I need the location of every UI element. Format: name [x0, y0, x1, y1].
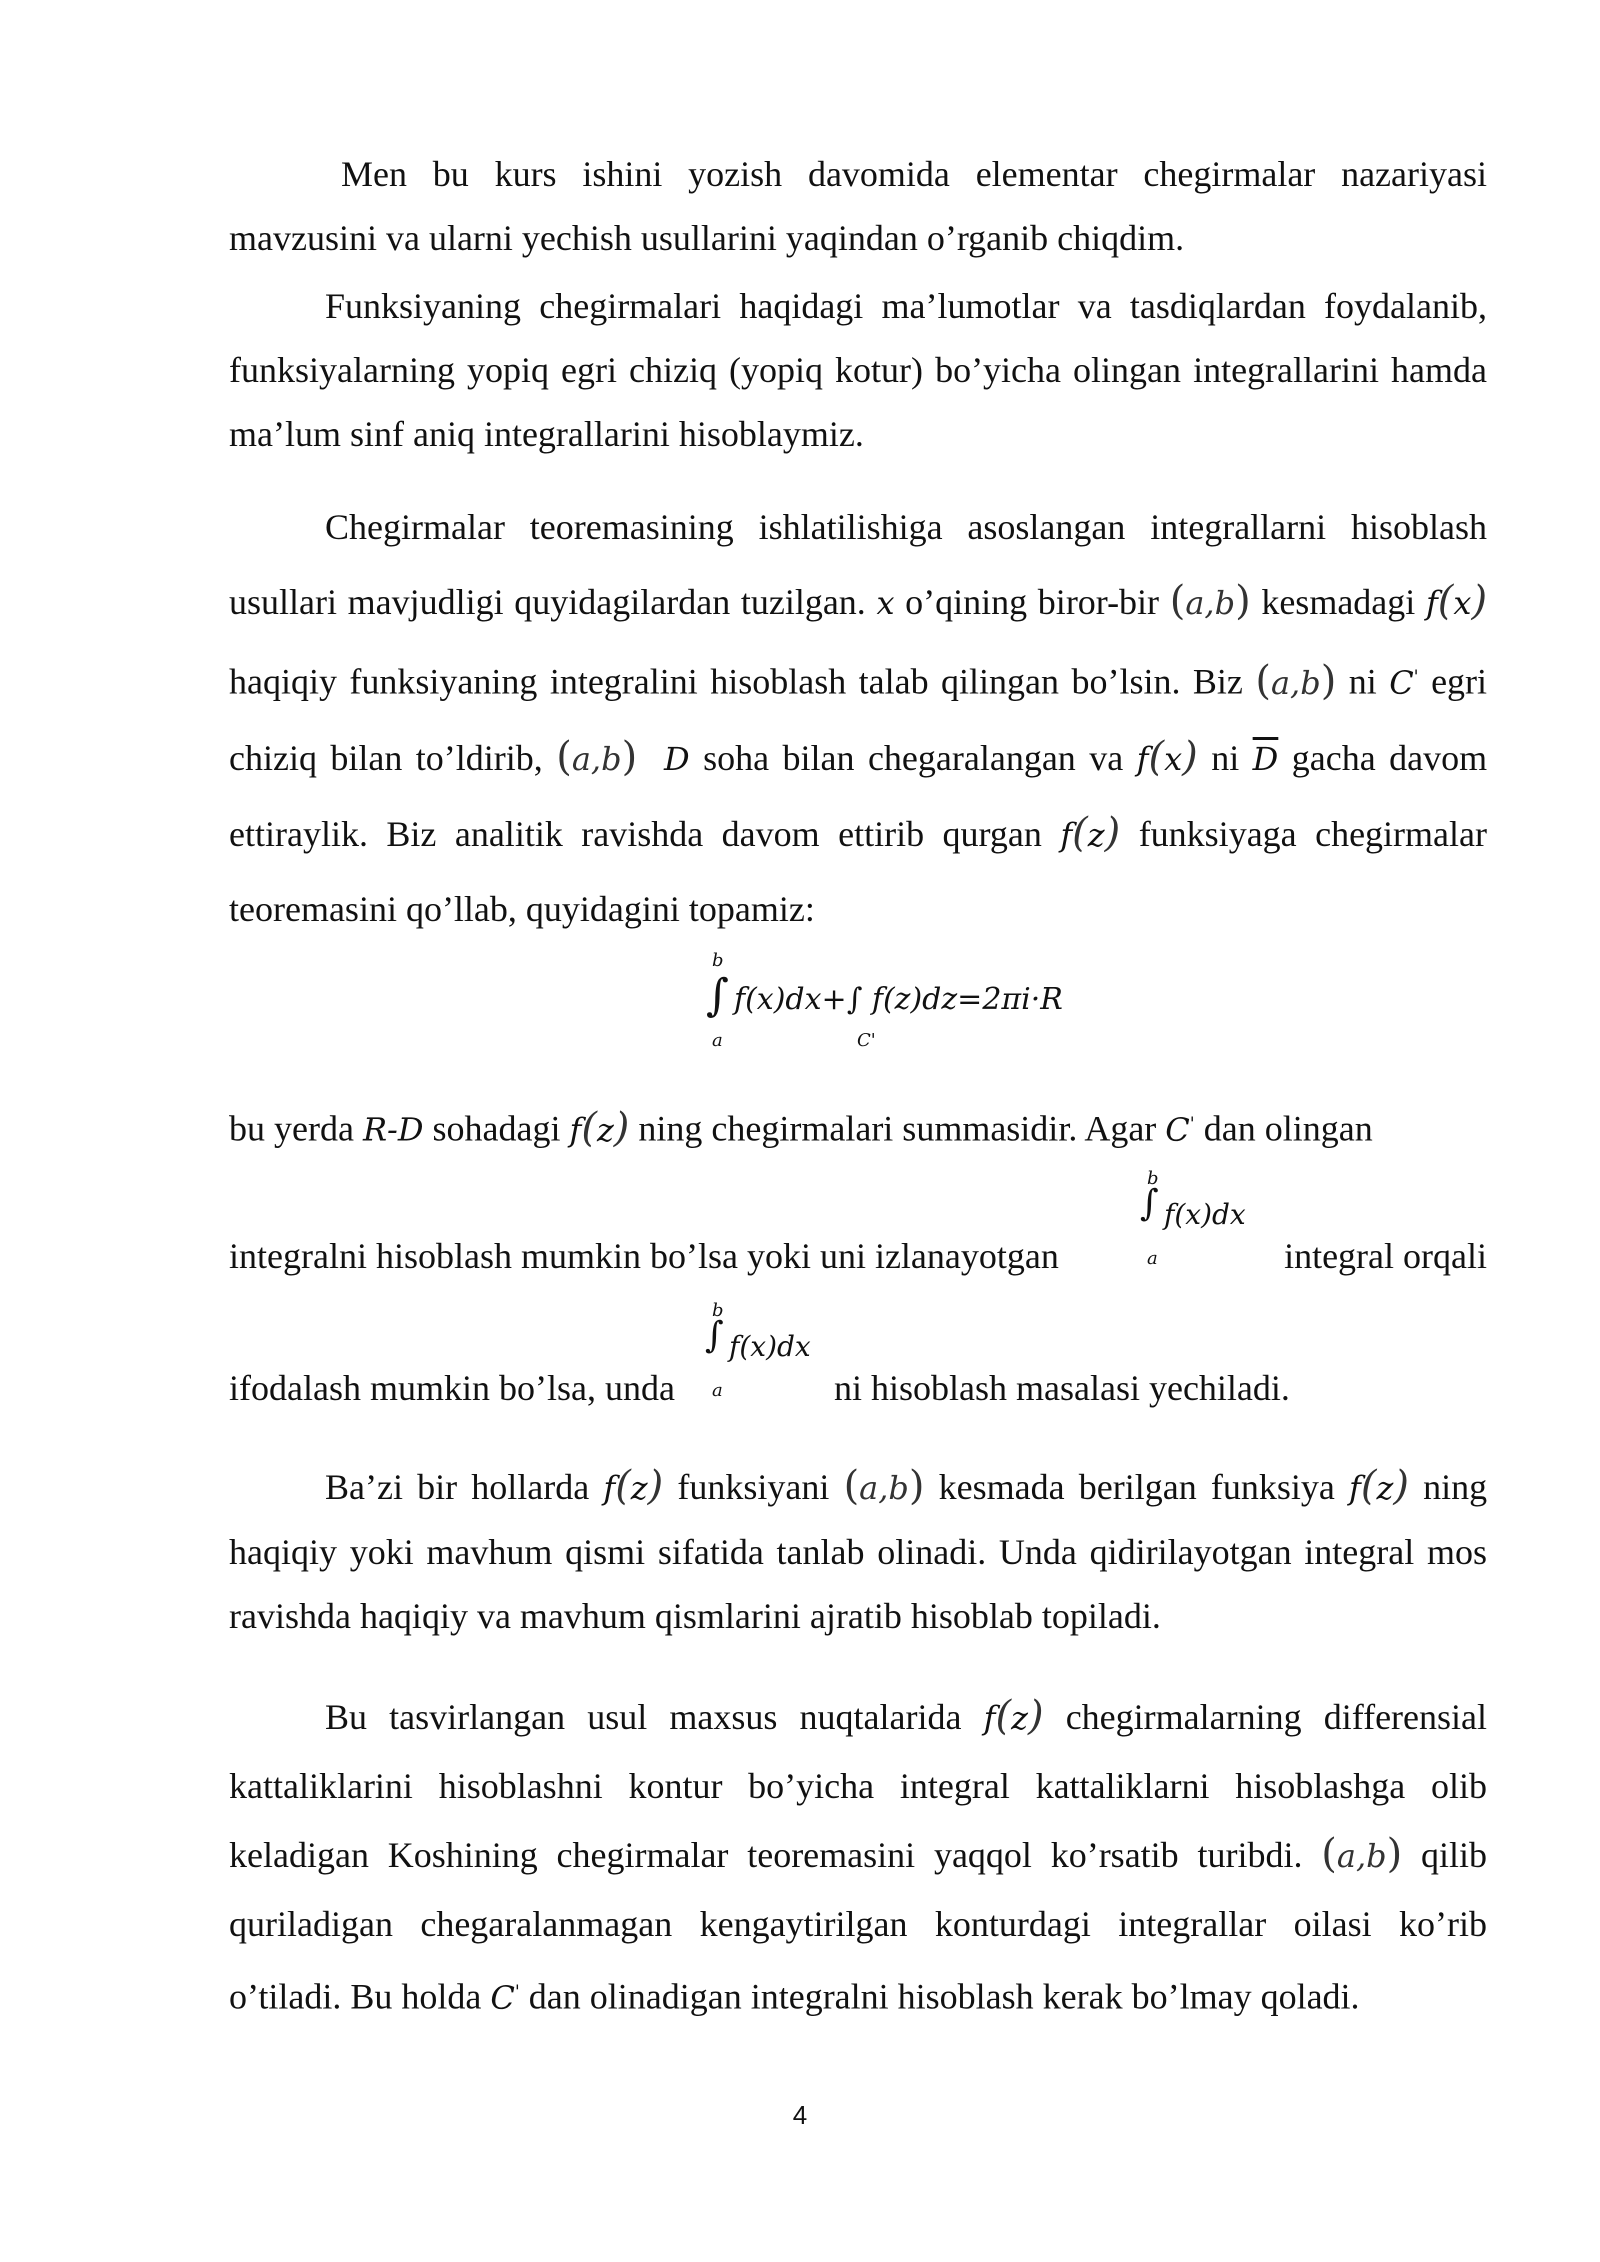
math-interval: (a,b): [556, 733, 638, 780]
paragraph-1-text: Men bu kurs ishini yozish davomida elementar chegirmalar nazariyasi mavzusini va ularni yechish usullarini yaqindan o’rganib chiqdim.: [229, 154, 1487, 258]
math-interval-ab: a,b: [571, 739, 622, 778]
formula-body: f(x)dx+∫ f(z)dz=2πi·R: [734, 982, 1063, 1017]
contour-prime: ': [870, 1030, 876, 1051]
math-fx: f(x): [1136, 733, 1198, 780]
math-R-D: [363, 1111, 424, 1149]
math-fz: f(z): [569, 1104, 630, 1151]
paragraph-3-text-i: gacha davom ettiraylik. Biz analitik ravishda davom ettirib qurgan: [229, 737, 1488, 854]
math-interval-ab: a,b: [1185, 584, 1236, 622]
math-D: D: [397, 1110, 424, 1149]
paragraph-5-text-a: Ba’zi bir hollarda: [325, 1467, 590, 1507]
paragraph-4-text-d: dan olingan: [1203, 1108, 1373, 1149]
math-fz: f(z): [983, 1693, 1044, 1739]
math-prime: ': [1413, 666, 1419, 687]
paragraph-3-text-g: soha bilan chegaralangan va: [703, 737, 1124, 778]
paragraph-4-text-h: ni hisoblash masalasi yechiladi.: [834, 1368, 1290, 1408]
math-arg: z: [596, 1110, 614, 1149]
math-interval: (a,b): [1321, 1831, 1403, 1877]
paragraph-3-text-j: funksiyaga chegirmalar teoremasini qo’llab, quyidagini topamiz:: [229, 813, 1487, 929]
math-arg: z: [1087, 815, 1105, 854]
paragraph-3-text-f: egri chiziq bilan to’ldirib,: [229, 661, 1488, 778]
page-number: 4: [792, 2100, 808, 2130]
inline-int-1-sign: ∫: [1140, 1183, 1159, 1224]
math-arg: x: [1164, 739, 1183, 778]
paragraph-6-text-b: chegirmalarning differensial kattaliklarini hisoblashni kontur bo’yicha integral kattaliklarni hisoblashga olib keladigan Koshining chegirmalar teoremasini yaqqol ko’rsatib turibdi.: [229, 1697, 1488, 1875]
inline-int-1-lower: a: [1147, 1248, 1158, 1269]
paragraph-4-text-g: ifodalash mumkin bo’lsa, unda: [229, 1368, 675, 1408]
math-fz: f(z): [1349, 1463, 1409, 1509]
math-interval-ab: a,b: [1270, 663, 1321, 702]
math-C: C: [1165, 1110, 1190, 1149]
paragraph-4-text-b: sohadagi: [432, 1108, 561, 1149]
math-C-prime: [490, 1979, 519, 2017]
paragraph-4-text-c: ning chegirmalari summasidir. Agar: [638, 1108, 1157, 1149]
math-f: f: [1425, 584, 1438, 622]
paragraph-5-text-b: funksiyani: [677, 1467, 830, 1507]
contour-C: C: [857, 1030, 871, 1051]
inline-int-2-body: f(x)dx: [729, 1330, 811, 1363]
math-fx: f(x): [1425, 578, 1488, 624]
paragraph-3-text-d: haqiqiy funksiyaning integralini hisoblash talab qilingan bo’lsin. Biz: [229, 661, 1243, 702]
inline-int-2-lower: a: [712, 1380, 723, 1401]
paragraph-6: [229, 1682, 1487, 2032]
paragraph-3-text-a: Chegirmalar teoremasining ishlatilishiga asoslangan integrallarni hisoblash usullari mavjudligi quyidagilardan tuzilgan.: [229, 507, 1487, 622]
paragraph-6-text-c: qilib quriladigan chegaralanmagan kengaytirilgan konturdagi integrallar oilasi ko’rib o’tiladi. Bu holda: [229, 1835, 1488, 2017]
math-arg: z: [1011, 1699, 1028, 1737]
inline-int-1-body: f(x)dx: [1164, 1198, 1246, 1231]
formula-lower-limit: a: [712, 1030, 723, 1051]
math-prime: ': [1189, 1113, 1195, 1134]
paragraph-3-text-c: kesmadagi: [1261, 582, 1416, 622]
paragraph-5: [229, 1454, 1487, 1648]
math-arg: z: [630, 1469, 648, 1507]
math-dash: -: [387, 1110, 398, 1149]
paragraph-3-text-e: ni: [1348, 661, 1377, 702]
math-C-prime: [1165, 1111, 1194, 1149]
paragraph-4-text-e: integralni hisoblash mumkin bo’lsa yoki uni izlanayotgan: [229, 1236, 1059, 1276]
math-f: f: [1060, 815, 1073, 854]
math-f: f: [983, 1699, 996, 1737]
inline-int-2-sign: ∫: [705, 1315, 724, 1356]
math-fz: f(z): [1060, 809, 1121, 856]
math-x: x: [876, 584, 895, 622]
paragraph-4-text-a: bu yerda: [229, 1108, 354, 1149]
math-prime: ': [514, 1981, 520, 2002]
math-arg: x: [1453, 584, 1472, 622]
paragraph-6-text-a: Bu tasvirlangan usul maxsus nuqtalarida: [325, 1697, 962, 1737]
paragraph-6-text-d: dan olinadigan integralni hisoblash kerak bo’lmay qoladi.: [528, 1976, 1360, 2017]
paragraph-3-text-b: o’qining biror-bir: [905, 582, 1160, 622]
paragraph-2: [229, 274, 1487, 466]
paragraph-3-text-h: ni: [1211, 737, 1240, 778]
math-D-bar: $\overline{D}$: [1252, 739, 1279, 778]
math-f: f: [603, 1469, 616, 1507]
paragraph-4-line-1: [229, 1092, 1487, 1162]
formula-upper-limit: b: [712, 950, 724, 971]
math-f: f: [1136, 739, 1149, 778]
math-C-prime: [1389, 664, 1418, 702]
paragraph-3: [229, 490, 1487, 946]
math-C: C: [1389, 663, 1414, 702]
math-f: f: [569, 1110, 582, 1149]
math-f: f: [1349, 1469, 1361, 1507]
formula-contour-limit: [857, 1030, 876, 1051]
math-interval: (a,b): [843, 1463, 925, 1509]
math-R: R: [362, 1110, 388, 1149]
paragraph-2-text: Funksiyaning chegirmalari haqidagi ma’lumotlar va tasdiqlardan foydalanib, funksiyalarning yopiq egri chiziq (yopiq kotur) bo’yicha olingan integrallarini hamda ma’lum sinf aniq integrallarini hisoblaymiz.: [229, 286, 1487, 454]
inline-int-1-upper: b: [1147, 1168, 1159, 1189]
paragraph-5-text-c: kesmada berilgan funksiya: [938, 1467, 1335, 1507]
math-interval: (a,b): [1169, 578, 1251, 624]
math-arg: z: [1376, 1469, 1394, 1507]
paragraph-4-text-f: integral orqali: [1284, 1236, 1487, 1276]
math-C: C: [490, 1978, 515, 2017]
math-D: D: [664, 739, 690, 778]
inline-int-2-upper: b: [712, 1300, 724, 1321]
integral-sign: ∫: [706, 970, 729, 1021]
paragraph-1: [229, 142, 1487, 270]
math-interval: (a,b): [1255, 657, 1337, 704]
math-interval-ab: a,b: [1336, 1837, 1387, 1875]
paragraph-5-text-d: ning haqiqiy yoki mavhum qismi sifatida tanlab olinadi. Unda qidirilayotgan integral mos ravishda haqiqiy va mavhum qismlarini ajratib hisoblab topiladi.: [229, 1467, 1488, 1636]
math-interval-ab: a,b: [859, 1469, 909, 1507]
math-fz: f(z): [603, 1463, 664, 1509]
